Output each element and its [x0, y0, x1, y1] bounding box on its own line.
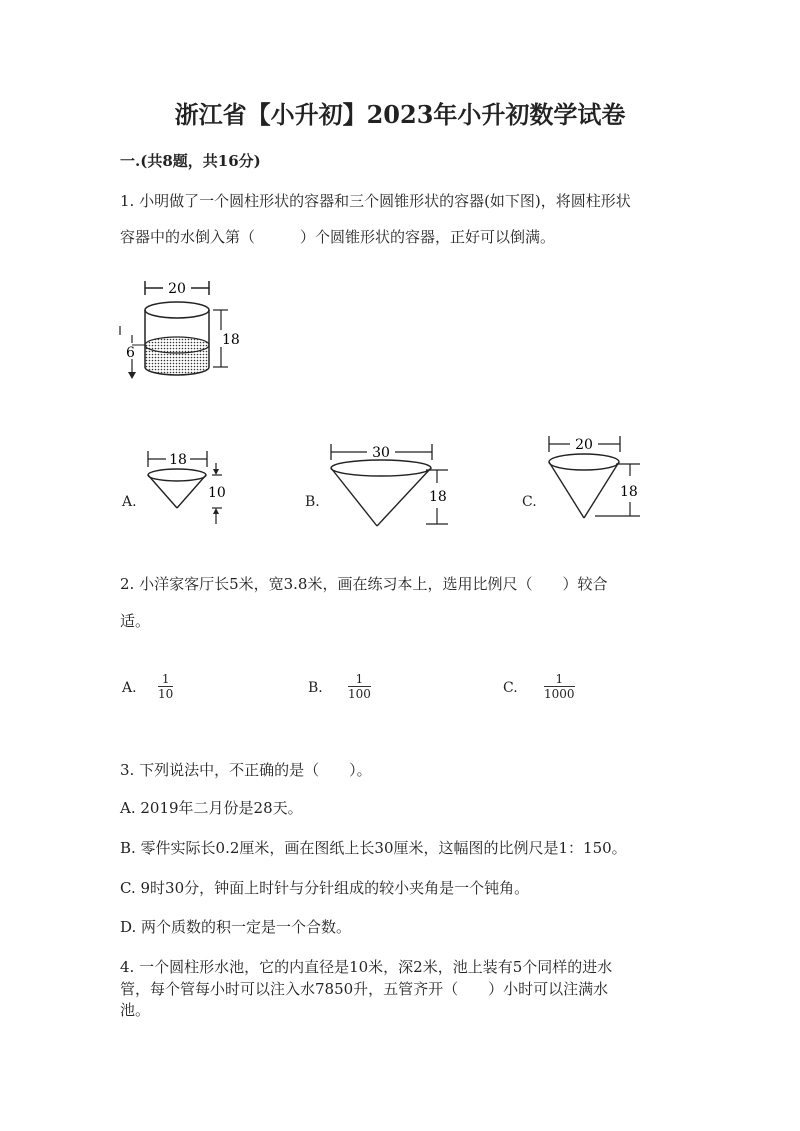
cone-c-figure	[540, 430, 650, 525]
q3-option-d: D. 两个质数的积一定是一个合数。	[120, 918, 352, 936]
q3-option-b: B. 零件实际长0.2厘米，画在图纸上长30厘米，这幅图的比例尺是1：150。	[120, 839, 627, 857]
q2-option-a-fraction	[158, 672, 173, 701]
cone-a-height-label: 10	[208, 485, 226, 501]
q4-line1: 4. 一个圆柱形水池，它的内直径是10米，深2米，池上装有5个同样的进水	[120, 958, 613, 976]
fraction-denominator: 1000	[544, 687, 575, 701]
page-title: 浙江省【小升初】2023年小升初数学试卷	[174, 100, 626, 129]
q2-option-b-fraction	[348, 672, 371, 701]
cone-c-height-label: 18	[620, 484, 638, 500]
cone-c-diameter-label: 20	[575, 437, 593, 453]
q2-option-b-label: B.	[308, 680, 323, 696]
cylinder-figure	[118, 275, 248, 385]
fraction-numerator: 1	[355, 672, 364, 686]
cylinder-water-label: 6	[126, 345, 135, 361]
q4-line2: 管，每个管每小时可以注入水7850升，五管齐开（ ）小时可以注满水	[120, 980, 609, 998]
fraction-denominator: 100	[348, 687, 371, 701]
q2-option-a-label: A.	[122, 680, 137, 696]
q2-line2: 适。	[120, 612, 151, 630]
cylinder-height-label: 18	[222, 332, 240, 348]
cone-c-label: C.	[522, 494, 537, 510]
cylinder-diameter-label: 20	[168, 281, 186, 297]
q2-option-c-fraction	[544, 672, 575, 701]
fraction-denominator: 10	[158, 687, 174, 701]
q1-line1: 1. 小明做了一个圆柱形状的容器和三个圆锥形状的容器(如下图)，将圆柱形状	[120, 192, 631, 210]
cone-b-height-label: 18	[429, 489, 447, 505]
section-heading: 一.(共8题，共16分)	[120, 152, 261, 170]
q3-stem: 3. 下列说法中，不正确的是（ ）。	[120, 761, 372, 779]
cone-a-diameter-label: 18	[169, 452, 187, 468]
fraction-numerator: 1	[555, 672, 564, 686]
fraction-numerator: 1	[161, 672, 170, 686]
q2-option-c-label: C.	[503, 680, 518, 696]
cone-a-label: A.	[122, 494, 137, 510]
cone-b-label: B.	[305, 494, 320, 510]
cone-b-diameter-label: 30	[372, 445, 390, 461]
q1-line2: 容器中的水倒入第（ ）个圆锥形状的容器，正好可以倒满。	[120, 228, 556, 246]
q3-option-a: A. 2019年二月份是28天。	[120, 799, 303, 817]
cone-b-figure	[322, 438, 452, 533]
q3-option-c: C. 9时30分，钟面上时针与分针组成的较小夹角是一个钝角。	[120, 879, 530, 897]
q2-line1: 2. 小洋家客厅长5米，宽3.8米，画在练习本上，选用比例尺（ ）较合	[120, 575, 608, 593]
cone-a-figure	[140, 445, 235, 530]
q4-line3: 池。	[120, 1001, 151, 1019]
